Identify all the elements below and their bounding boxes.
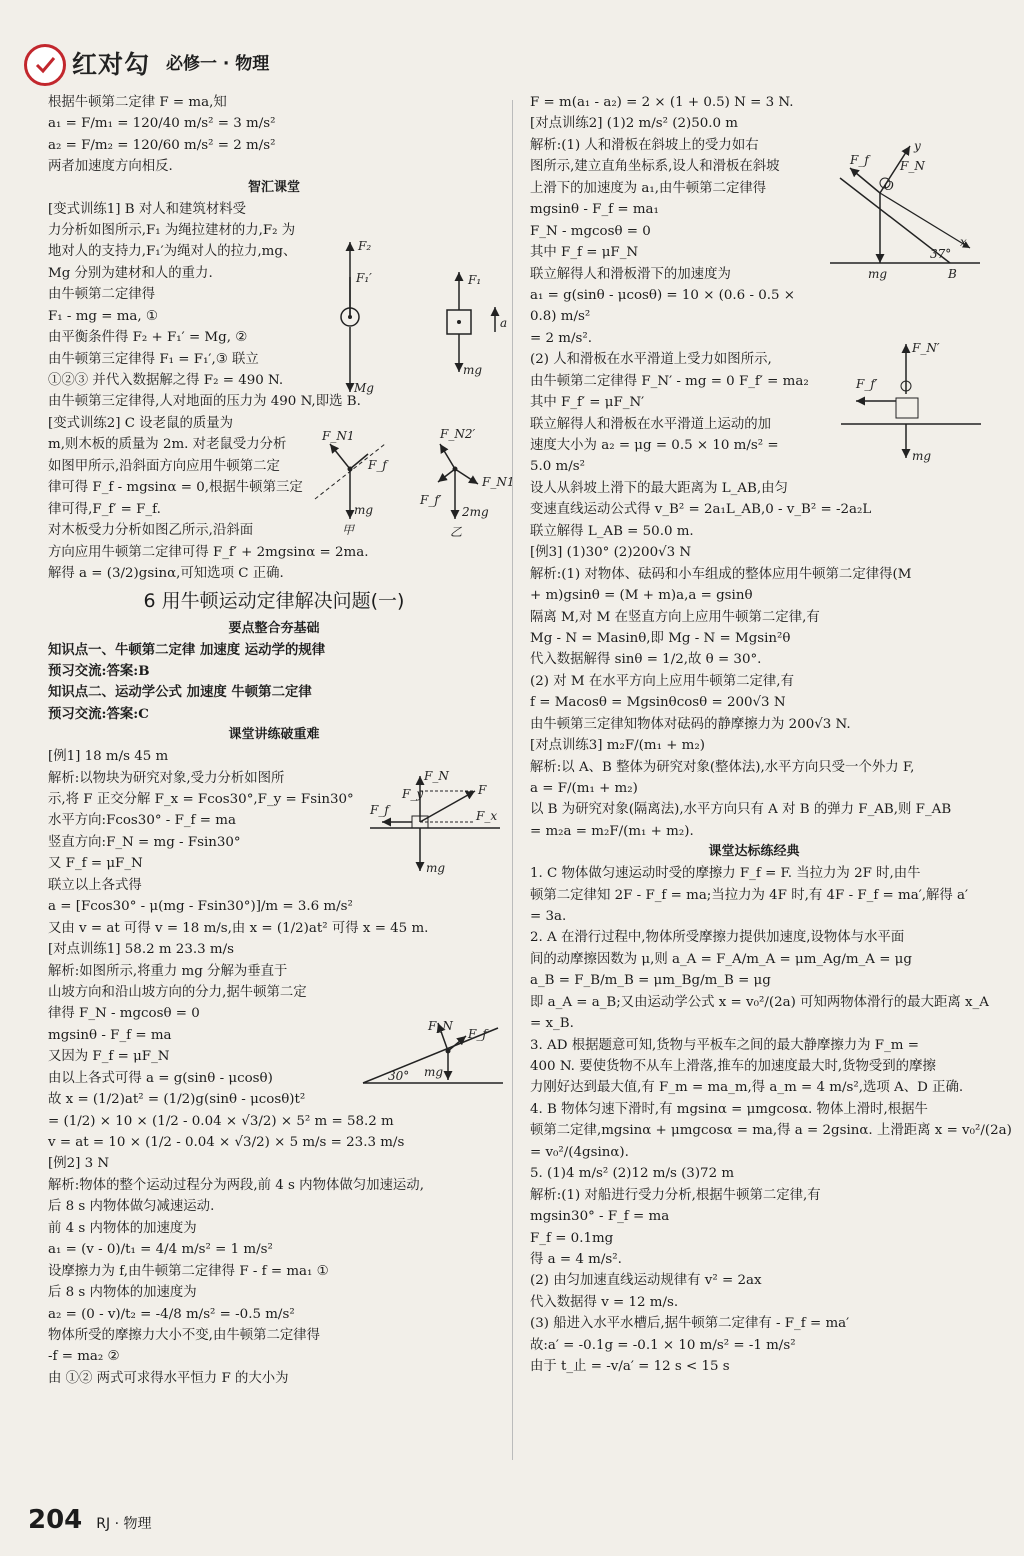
text-line: 隔离 M,对 M 在竖直方向上应用牛顿第二定律,有 bbox=[530, 609, 820, 625]
text-line: a₁ = g(sinθ - μcosθ) = 10 × (0.6 - 0.5 × bbox=[530, 287, 796, 303]
text-line: 由牛顿第三定律得,人对地面的压力为 490 N,即选 B. bbox=[48, 394, 361, 410]
text-line: 联立解得 L_AB = 50.0 m. bbox=[530, 523, 694, 539]
force-diagram-person-material bbox=[330, 232, 520, 402]
text-line: 速度大小为 a₂ = μg = 0.5 × 10 m/s² = bbox=[530, 438, 779, 453]
text-line: 1. C 物体做匀速运动时受的摩擦力 F_f = F. 当拉力为 2F 时,由牛 bbox=[530, 866, 921, 882]
text-line: a₁ = F/m₁ = 120/40 m/s² = 3 m/s² bbox=[48, 116, 276, 132]
text-line: (2) 由匀加速直线运动规律有 v² = 2ax bbox=[530, 1273, 762, 1289]
text-line: a₂ = (0 - v)/t₂ = -4/8 m/s² = -0.5 m/s² bbox=[48, 1306, 295, 1322]
fig5-label: x bbox=[960, 235, 967, 249]
text-line: 图所示,建立直角坐标系,设人和滑板在斜坡 bbox=[530, 159, 780, 175]
text-line: 解析:(1) 对物体、砝码和小车组成的整体应用牛顿第二定律得(M bbox=[530, 566, 912, 582]
section-heading: 课堂达标练经典 bbox=[708, 844, 800, 860]
text-line: 由 ①② 两式可求得水平恒力 F 的大小为 bbox=[48, 1370, 289, 1386]
fig2-label: F_f′ bbox=[420, 493, 442, 507]
text-line: 如图甲所示,沿斜面方向应用牛顿第二定 bbox=[48, 458, 280, 474]
fig5-label: y bbox=[914, 139, 921, 153]
text-line: f = Macosθ = Mgsinθcosθ = 200√3 N bbox=[530, 695, 786, 711]
page-number: 204 bbox=[28, 1505, 83, 1535]
text-line: a_B = F_B/m_B = μm_Bg/m_B = μg bbox=[530, 973, 771, 989]
text-line: 方向应用牛顿第二定律可得 F_f′ + 2mgsinα = 2ma. bbox=[48, 544, 369, 560]
text-line: [例1] 18 m/s 45 m bbox=[48, 749, 169, 765]
fig1-label: mg bbox=[463, 363, 483, 377]
text-line: 其中 F_f′ = μF_N′ bbox=[530, 395, 645, 411]
text-line: 故:a′ = -0.1g = -0.1 × 10 m/s² = -1 m/s² bbox=[530, 1337, 796, 1353]
brand bbox=[24, 44, 269, 86]
text-line: + m)gsinθ = (M + m)a,a = gsinθ bbox=[530, 588, 753, 604]
text-line: 又由 v = at 可得 v = 18 m/s,由 x = (1/2)at² 可得 x = 45 m. bbox=[48, 920, 429, 936]
text-line: 间的动摩擦因数为 μ,则 a_A = F_A/m_A = μm_Ag/m_A = μg bbox=[530, 951, 912, 967]
fig2-label: 乙 bbox=[450, 525, 463, 539]
text-line: = (1/2) × 10 × (1/2 - 0.04 × √3/2) × 5² m = 58.2 m bbox=[48, 1113, 394, 1129]
text-line: 解析:如图所示,将重力 mg 分解为垂直于 bbox=[48, 963, 288, 979]
checkmark-logo-icon bbox=[24, 44, 66, 86]
fig1-label: Mg bbox=[354, 381, 374, 395]
text-line: 即 a_A = a_B;又由运动学公式 x = v₀²/(2a) 可知两物体滑行的最大距离 x_A bbox=[530, 994, 989, 1010]
text-line: 预习交流:答案:C bbox=[48, 705, 149, 722]
force-diagram-horizontal bbox=[836, 336, 986, 466]
fig2-label: mg bbox=[354, 503, 374, 517]
text-line: 又因为 F_f = μF_N bbox=[48, 1049, 170, 1065]
text-line: Mg - N = Masinθ,即 Mg - N = Mgsin²θ bbox=[530, 630, 791, 646]
text-line: 又 F_f = μF_N bbox=[48, 856, 143, 872]
fig1-label: F₂ bbox=[358, 239, 372, 253]
force-diagram-mouse-board bbox=[310, 424, 515, 544]
text-line: 由牛顿第三定律知物体对砝码的静摩擦力为 200√3 N. bbox=[530, 716, 851, 732]
text-line: = m₂a = m₂F/(m₁ + m₂). bbox=[530, 823, 694, 839]
fig4-label: 30° bbox=[388, 1069, 410, 1083]
text-line: 0.8) m/s² bbox=[530, 309, 591, 325]
fig1-label: F₁′ bbox=[356, 271, 372, 285]
text-line: 上滑下的加速度为 a₁,由牛顿第二定律得 bbox=[530, 180, 767, 196]
text-line: 由以上各式可得 a = g(sinθ - μcosθ) bbox=[48, 1070, 273, 1086]
text-line: v = at = 10 × (1/2 - 0.04 × √3/2) × 5 m/s = 23.3 m/s bbox=[48, 1135, 405, 1151]
text-line: 知识点一、牛顿第二定律 加速度 运动学的规律 bbox=[48, 641, 326, 658]
fig4-label: F_N bbox=[428, 1019, 453, 1033]
text-line: 由平衡条件得 F₂ + F₁′ = Mg, ② bbox=[48, 330, 248, 346]
fig1-label: a bbox=[500, 316, 508, 330]
text-line: 变速直线运动公式得 v_B² = 2a₁L_AB,0 - v_B² = -2a₂L bbox=[530, 502, 872, 518]
fig3-label: F_f bbox=[370, 803, 389, 817]
fig2-label: F_N1 bbox=[482, 475, 515, 489]
text-line: = 3a. bbox=[530, 908, 567, 924]
fig1-label: F₁ bbox=[468, 273, 482, 287]
section-heading: 6 用牛顿运动定律解决问题(一) bbox=[143, 590, 405, 613]
section-heading: 要点整合夯基础 bbox=[228, 620, 320, 636]
page-header bbox=[24, 44, 1004, 92]
text-line: F_f = 0.1mg bbox=[530, 1230, 614, 1246]
text-line: mgsinθ - F_f = ma₁ bbox=[530, 202, 659, 218]
text-line: = v₀²/(4gsinα). bbox=[530, 1144, 629, 1160]
text-line: 5. (1)4 m/s² (2)12 m/s (3)72 m bbox=[530, 1166, 735, 1182]
text-line: = x_B. bbox=[530, 1016, 574, 1032]
text-line: 2. A 在滑行过程中,物体所受摩擦力提供加速度,设物体与水平面 bbox=[530, 930, 905, 946]
text-line: a₁ = (v - 0)/t₁ = 4/4 m/s² = 1 m/s² bbox=[48, 1242, 273, 1258]
text-line: 物体所受的摩擦力大小不变,由牛顿第二定律得 bbox=[48, 1327, 321, 1343]
text-line: 顿第二定律知 2F - F_f = ma;当拉力为 4F 时,有 4F - F_f = ma′,解得 a′ bbox=[530, 887, 969, 903]
text-line: 3. AD 根据题意可知,货物与平板车之间的最大静摩擦力为 F_m = bbox=[530, 1037, 919, 1053]
text-line: a = [Fcos30° - μ(mg - Fsin30°)]/m = 3.6 m/s² bbox=[48, 899, 353, 915]
text-line: mgsin30° - F_f = ma bbox=[530, 1209, 670, 1225]
text-line: 知识点二、运动学公式 加速度 牛顿第二定律 bbox=[48, 684, 312, 701]
force-diagram-ski-slope bbox=[820, 138, 990, 283]
text-line: 设摩擦力为 f,由牛顿第二定律得 F - f = ma₁ ① bbox=[48, 1263, 329, 1279]
text-line: [例3] (1)30° (2)200√3 N bbox=[530, 545, 692, 561]
series-title: 必修一 · 物理 bbox=[166, 54, 270, 75]
fig2-label: 2mg bbox=[462, 505, 489, 519]
text-line: F = m(a₁ - a₂) = 2 × (1 + 0.5) N = 3 N. bbox=[530, 95, 794, 110]
text-line: [对点训练1] 58.2 m 23.3 m/s bbox=[48, 942, 234, 958]
fig5-label: B bbox=[948, 267, 957, 281]
fig6-label: mg bbox=[912, 449, 932, 463]
text-line: ①②③ 并代入数据解之得 F₂ = 490 N. bbox=[48, 373, 284, 389]
text-line: 力分析如图所示,F₁ 为绳拉建材的力,F₂ 为 bbox=[48, 222, 296, 238]
text-line: 联立解得人和滑板在水平滑道上运动的加 bbox=[530, 416, 772, 432]
footer-text: RJ · 物理 bbox=[96, 1516, 152, 1532]
fig2-label: F_f bbox=[368, 458, 387, 472]
fig5-label: F_N bbox=[900, 159, 925, 173]
text-line: 竖直方向:F_N = mg - Fsin30° bbox=[48, 834, 241, 850]
section-heading: 智汇课堂 bbox=[247, 179, 300, 195]
text-line: 根据牛顿第二定律 F = ma,知 bbox=[48, 95, 227, 110]
fig2-label: F_N1 bbox=[322, 429, 355, 443]
text-line: F₁ - mg = ma, ① bbox=[48, 308, 158, 324]
text-line: 代入数据解得 sinθ = 1/2,故 θ = 30°. bbox=[530, 652, 762, 668]
text-line: 设人从斜坡上滑下的最大距离为 L_AB,由匀 bbox=[530, 480, 788, 496]
fig2-label: F_N2′ bbox=[440, 427, 476, 441]
text-line: [对点训练3] m₂F/(m₁ + m₂) bbox=[530, 738, 705, 754]
text-line: [对点训练2] (1)2 m/s² (2)50.0 m bbox=[530, 116, 738, 132]
fig2-label: 甲 bbox=[342, 523, 355, 537]
text-line: 山坡方向和沿山坡方向的分力,据牛顿第二定 bbox=[48, 984, 307, 1000]
text-line: [变式训练1] B 对人和建筑材料受 bbox=[48, 201, 247, 217]
brand-name: 红对勾 bbox=[72, 50, 151, 79]
fig3-label: F_y bbox=[402, 787, 424, 801]
fig3-label: F_x bbox=[476, 809, 498, 823]
text-line: 联立以上各式得 bbox=[48, 877, 142, 893]
text-line: [例2] 3 N bbox=[48, 1156, 110, 1172]
force-diagram-slope bbox=[358, 1018, 508, 1090]
text-line: 律得 F_N - mgcosθ = 0 bbox=[48, 1006, 200, 1022]
text-line: 律可得,F_f′ = F_f. bbox=[48, 501, 161, 517]
text-line: 由牛顿第三定律得 F₁ = F₁′,③ 联立 bbox=[48, 351, 259, 367]
text-line: 示,将 F 正交分解 F_x = Fcos30°,F_y = Fsin30° bbox=[48, 792, 354, 808]
fig5-label: mg bbox=[868, 267, 888, 281]
text-line: 5.0 m/s² bbox=[530, 459, 586, 475]
text-line: 水平方向:Fcos30° - F_f = ma bbox=[48, 813, 236, 829]
force-diagram-block bbox=[360, 766, 510, 886]
text-line: [变式训练2] C 设老鼠的质量为 bbox=[48, 415, 234, 431]
text-line: 律可得 F_f - mgsinα = 0,根据牛顿第三定 bbox=[48, 480, 303, 496]
text-line: 力刚好达到最大值,有 F_m = ma_m,得 a_m = 4 m/s²,选项 A、D 正确. bbox=[530, 1080, 964, 1096]
fig6-label: F_f′ bbox=[856, 377, 878, 391]
text-line: 由牛顿第二定律得 F_N′ - mg = 0 F_f′ = ma₂ bbox=[530, 373, 809, 389]
text-line: (2) 人和滑板在水平滑道上受力如图所示, bbox=[530, 352, 772, 368]
text-line: 预习交流:答案:B bbox=[48, 663, 150, 680]
text-line: a₂ = F/m₂ = 120/60 m/s² = 2 m/s² bbox=[48, 137, 276, 153]
text-line: (3) 船进入水平水槽后,据牛顿第二定律有 - F_f = ma′ bbox=[530, 1316, 850, 1332]
fig5-label: F_f bbox=[850, 153, 869, 167]
text-line: 对木板受力分析如图乙所示,沿斜面 bbox=[48, 523, 254, 539]
text-line: Mg 分别为建材和人的重力. bbox=[48, 265, 213, 281]
text-line: 400 N. 要使货物不从车上滑落,推车的加速度最大时,货物受到的摩擦 bbox=[530, 1059, 936, 1075]
text-line: 4. B 物体匀速下滑时,有 mgsinα = μmgcosα. 物体上滑时,根据牛 bbox=[530, 1101, 928, 1117]
text-line: 联立解得人和滑板滑下的加速度为 bbox=[530, 266, 731, 282]
right-column bbox=[520, 92, 1012, 1378]
text-line: mgsinθ - F_f = ma bbox=[48, 1027, 172, 1043]
text-line: 得 a = 4 m/s². bbox=[530, 1251, 622, 1267]
fig3-label: mg bbox=[426, 861, 446, 875]
fig5-label: O bbox=[884, 179, 894, 193]
text-line: = 2 m/s². bbox=[530, 330, 592, 346]
text-line: 故 x = (1/2)at² = (1/2)g(sinθ - μcosθ)t² bbox=[48, 1092, 306, 1108]
text-line: 由于 t_止 = -v/a′ = 12 s < 15 s bbox=[530, 1359, 730, 1375]
text-line: 以 B 为研究对象(隔离法),水平方向只有 A 对 B 的弹力 F_AB,则 F_AB bbox=[530, 802, 952, 818]
page-footer bbox=[28, 1500, 152, 1542]
text-line: (2) 对 M 在水平方向上应用牛顿第二定律,有 bbox=[530, 673, 794, 689]
text-line: 代入数据得 v = 12 m/s. bbox=[530, 1294, 679, 1310]
text-line: 后 8 s 内物体做匀减速运动. bbox=[48, 1199, 215, 1215]
text-line: -f = ma₂ ② bbox=[48, 1349, 120, 1365]
text-line: 后 8 s 内物体的加速度为 bbox=[48, 1285, 197, 1301]
text-line: 其中 F_f = μF_N bbox=[530, 245, 639, 261]
text-line: 前 4 s 内物体的加速度为 bbox=[48, 1220, 197, 1236]
section-heading: 课堂讲练破重难 bbox=[228, 727, 320, 743]
text-line: F_N - mgcosθ = 0 bbox=[530, 223, 651, 239]
text-line: 解析:(1) 人和滑板在斜坡上的受力如右 bbox=[530, 137, 759, 153]
text-line: 解析:物体的整个运动过程分为两段,前 4 s 内物体做匀加速运动, bbox=[48, 1177, 424, 1193]
text-line: 地对人的支持力,F₁′为绳对人的拉力,mg、 bbox=[48, 244, 297, 260]
text-line: 顿第二定律,mgsinα + μmgcosα = ma,得 a = 2gsinα. 上滑距离 x = v₀²/(2a) bbox=[530, 1123, 1012, 1139]
text-line: 解得 a = (3/2)gsinα,可知选项 C 正确. bbox=[48, 565, 284, 581]
fig6-label: F_N′ bbox=[912, 341, 940, 355]
text-line: m,则木板的质量为 2m. 对老鼠受力分析 bbox=[48, 437, 287, 453]
text-line: 两者加速度方向相反. bbox=[48, 159, 173, 175]
text-line: a = F/(m₁ + m₂) bbox=[530, 781, 638, 796]
text-line: 解析:以物块为研究对象,受力分析如图所 bbox=[48, 770, 285, 786]
text-line: 解析:(1) 对船进行受力分析,根据牛顿第二定律,有 bbox=[530, 1187, 821, 1203]
fig4-label: F_f bbox=[468, 1027, 487, 1041]
text-line: 由牛顿第二定律得 bbox=[48, 287, 156, 303]
text-line: 解析:以 A、B 整体为研究对象(整体法),水平方向只受一个外力 F, bbox=[530, 759, 915, 775]
fig3-label: F_N bbox=[424, 769, 449, 783]
fig4-label: mg bbox=[424, 1065, 444, 1079]
fig5-label: 37° bbox=[930, 247, 952, 261]
fig3-label: F bbox=[478, 783, 487, 797]
